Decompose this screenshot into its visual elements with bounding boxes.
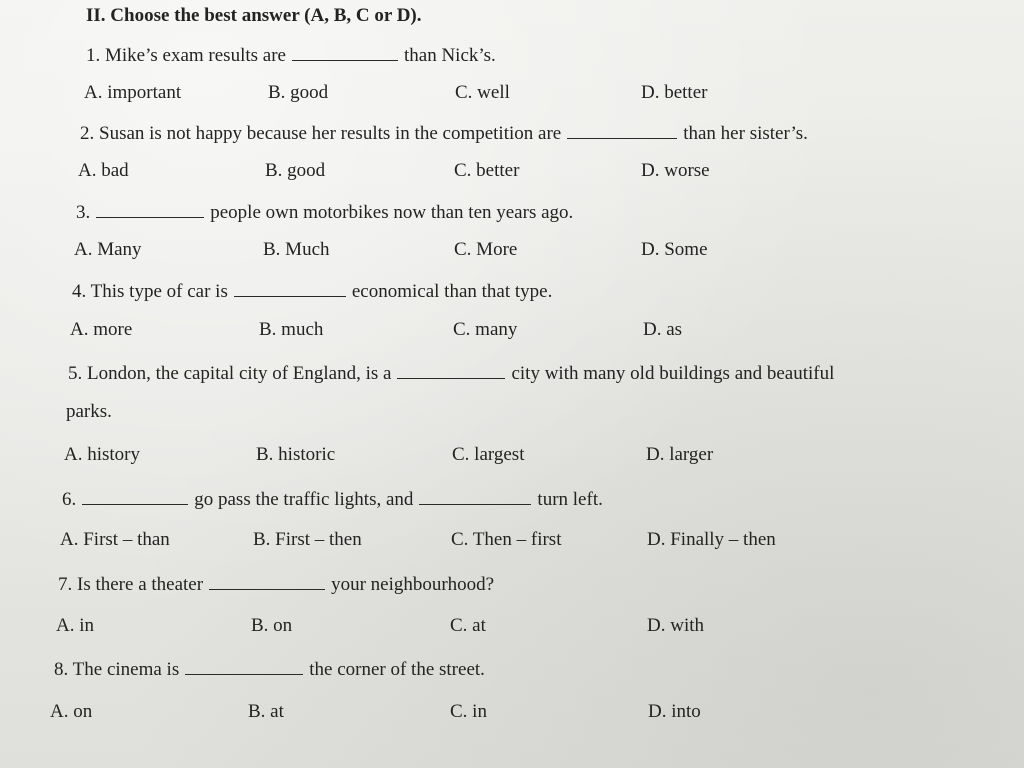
question-1-text-after: than Nick’s. [403, 45, 496, 66]
question-3-text: 3. [76, 202, 91, 223]
option-a: A. more [70, 319, 133, 340]
question-5-text-after: city with many old buildings and beautiful [511, 363, 835, 384]
option-c: C. in [450, 701, 487, 722]
answer-blank [567, 120, 677, 139]
option-c: C. well [455, 82, 510, 103]
option-d: D. into [648, 701, 701, 722]
question-8-text-after: the corner of the street. [309, 659, 485, 680]
option-d: D. Finally – then [647, 529, 776, 550]
option-a: A. important [84, 82, 182, 103]
question-1-text: 1. Mike’s exam results are [86, 45, 286, 66]
answer-blank [185, 656, 303, 675]
answer-blank [96, 199, 204, 218]
option-b: B. on [251, 615, 293, 636]
question-6-text-after: turn left. [537, 489, 603, 510]
answer-blank [209, 571, 325, 590]
option-c: C. largest [452, 444, 525, 465]
option-d: D. worse [641, 160, 710, 181]
question-6-text-middle: go pass the traffic lights, and [194, 489, 414, 510]
option-c: C. More [454, 239, 518, 260]
option-d: D. Some [641, 239, 708, 260]
answer-blank [234, 278, 346, 297]
option-b: B. at [248, 701, 284, 722]
option-d: D. larger [646, 444, 714, 465]
answer-blank [419, 486, 531, 505]
answer-blank [292, 42, 398, 61]
option-c: C. at [450, 615, 486, 636]
option-d: D. with [647, 615, 704, 636]
question-7-text: 7. Is there a theater [58, 574, 204, 595]
question-4-text-after: economical than that type. [351, 281, 553, 302]
question-5 [68, 360, 834, 386]
question-3-text-after: people own motorbikes now than ten years ago. [210, 202, 574, 223]
question-4 [72, 278, 552, 304]
question-2-text: 2. Susan is not happy because her results in the competition are [80, 123, 562, 144]
option-b: B. historic [256, 444, 336, 465]
option-c: C. many [453, 319, 518, 340]
question-7-text-after: your neighbourhood? [331, 574, 495, 595]
option-a: A. on [50, 701, 93, 722]
question-5-continuation: parks. [66, 401, 112, 422]
question-6 [62, 486, 603, 512]
option-a: A. First – than [60, 529, 170, 550]
question-2 [80, 120, 808, 146]
question-6-text: 6. [62, 489, 77, 510]
option-b: B. good [265, 160, 326, 181]
question-3 [76, 199, 573, 225]
option-b: B. First – then [253, 529, 362, 550]
option-d: D. as [643, 319, 683, 340]
option-a: A. Many [74, 239, 142, 260]
question-4-text: 4. This type of car is [72, 281, 228, 302]
question-1 [86, 42, 496, 68]
option-c: C. Then – first [451, 529, 562, 550]
section-heading: II. Choose the best answer (A, B, C or D). [86, 5, 422, 26]
option-a: A. in [56, 615, 94, 636]
question-8 [54, 656, 485, 682]
question-7 [58, 571, 494, 597]
option-c: C. better [454, 160, 520, 181]
question-8-text: 8. The cinema is [54, 659, 180, 680]
option-a: A. history [64, 444, 140, 465]
option-b: B. much [259, 319, 324, 340]
option-b: B. good [268, 82, 329, 103]
question-5-text: 5. London, the capital city of England, is a [68, 363, 392, 384]
option-b: B. Much [263, 239, 330, 260]
answer-blank [397, 360, 505, 379]
option-d: D. better [641, 82, 708, 103]
answer-blank [82, 486, 188, 505]
option-a: A. bad [78, 160, 129, 181]
question-2-text-after: than her sister’s. [683, 123, 808, 144]
